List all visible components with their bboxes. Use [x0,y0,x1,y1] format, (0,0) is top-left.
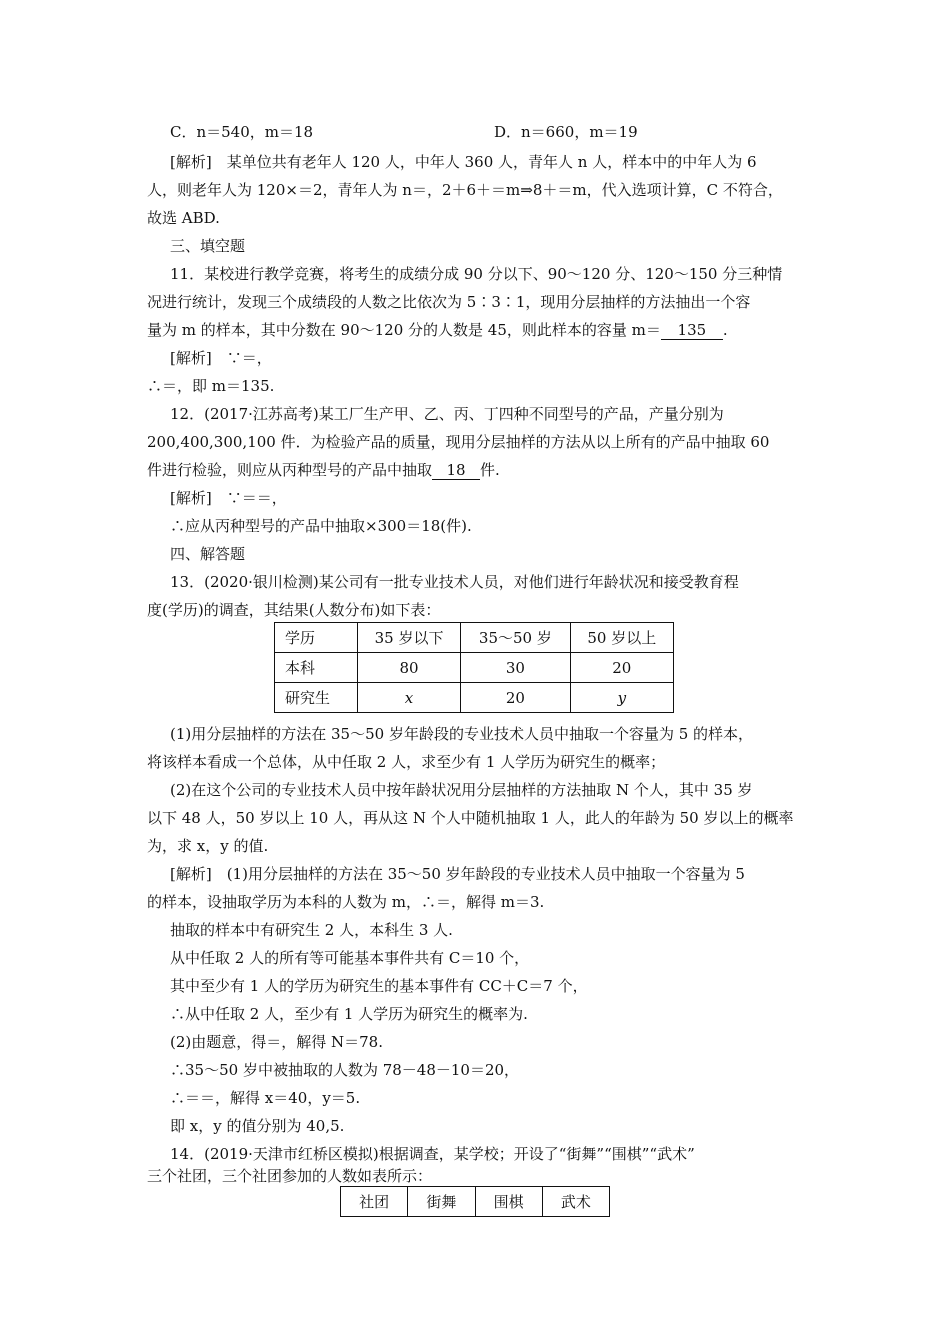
analysis-line: [解析] ∵＝， [170,349,272,367]
analysis-line: [解析] (1)用分层抽样的方法在 35～50 岁年龄段的专业技术人员中抽取一个容量为 5 [170,865,745,883]
text-segment: 量为 m 的样本，其中分数在 90～120 分的人数是 45，则此样本的容量 m＝ [147,321,661,339]
option-d: D．n＝660，m＝19 [494,123,638,141]
text-line: 三个社团，三个社团参加的人数如表所示： [147,1167,433,1185]
question-11: 11．某校进行教学竞赛，将考生的成绩分成 90 分以下、90～120 分、120～150 分三种情 [170,265,783,283]
text-line: 200,400,300,100 件．为检验产品的质量，现用分层抽样的方法从以上所有的产品中抽取 60 [147,433,770,451]
text-line: 抽取的样本中有研究生 2 人，本科生 3 人. [170,921,453,939]
question-12: 12．(2017·江苏高考)某工厂生产甲、乙、丙、丁四种不同型号的产品，产量分别为 [170,405,724,423]
table-row [275,683,674,713]
analysis-line: [解析] 某单位共有老年人 120 人，中年人 360 人，青年人 n 人，样本中的中年人为 6 [170,153,757,171]
table-header-cell: 学历 [275,623,358,653]
table-cell: y [570,683,673,713]
table-header-cell: 35～50 岁 [461,623,570,653]
text-line: 即 x，y 的值分别为 40,5. [170,1117,345,1135]
text-line: ∴从中任取 2 人，至少有 1 人学历为研究生的概率为. [170,1005,528,1023]
table-header-row [341,1187,610,1217]
table-cell: 80 [357,653,460,683]
table-header-row [275,623,674,653]
text-line: (2)由题意，得＝，解得 N＝78. [170,1033,383,1051]
question-13: 13．(2020·银川检测)某公司有一批专业技术人员，对他们进行年龄状况和接受教育程 [170,573,739,591]
sub-question-1: (1)用分层抽样的方法在 35～50 岁年龄段的专业技术人员中抽取一个容量为 5 的样本， [170,725,754,743]
table-header-cell: 50 岁以上 [570,623,673,653]
text-line: ∴应从丙种型号的产品中抽取×300＝18(件). [170,517,472,535]
table-cell: x [357,683,460,713]
text-line: 况进行统计，发现三个成绩段的人数之比依次为 5∶3∶1，现用分层抽样的方法抽出一个容 [147,293,751,311]
club-table [340,1186,610,1217]
text-segment: 件. [480,461,500,479]
section-heading: 三、填空题 [170,237,246,255]
sub-question-2: (2)在这个公司的专业技术人员中按年龄状况用分层抽样的方法抽取 N 个人，其中 35 岁 [170,781,753,799]
section-heading: 四、解答题 [170,545,246,563]
text-line: 人，则老年人为 120×＝2，青年人为 n＝，2＋6＋＝m⇒8＋＝m，代入选项计算，C 不符合， [147,181,783,199]
table-header-cell: 街舞 [408,1187,475,1217]
answer-blank-12: 18 [432,461,480,480]
text-line: 的样本，设抽取学历为本科的人数为 m，∴＝，解得 m＝3. [147,893,545,911]
table-header-cell: 35 岁以下 [357,623,460,653]
analysis-line: [解析] ∵＝＝， [170,489,287,507]
table-header-cell: 武术 [542,1187,609,1217]
text-line [147,460,500,480]
text-line: 故选 ABD. [147,209,220,227]
text-line: ∴＝＝，解得 x＝40，y＝5. [170,1089,361,1107]
table-cell: 20 [570,653,673,683]
text-segment: 件进行检验，则应从丙种型号的产品中抽取 [147,461,433,479]
table-header-cell: 社团 [341,1187,408,1217]
text-line: 将该样本看成一个总体，从中任取 2 人，求至少有 1 人学历为研究生的概率； [147,753,666,771]
education-table [274,622,674,713]
text-line: 为，求 x，y 的值. [147,837,269,855]
text-line: ∴＝，即 m＝135. [147,377,275,395]
text-line: 以下 48 人，50 岁以上 10 人，再从这 N 个人中随机抽取 1 人，此人的年龄为 50 岁以上的概率 [147,809,794,827]
answer-blank-11: 135 [661,321,723,340]
question-14: 14．(2019·天津市红桥区模拟)根据调查，某学校；开设了“街舞”“围棋”“武术” [170,1145,695,1163]
text-line: 其中至少有 1 人的学历为研究生的基本事件有 CC＋C＝7 个， [170,977,588,995]
table-cell: 本科 [275,653,358,683]
table-cell: 20 [461,683,570,713]
table-cell: 研究生 [275,683,358,713]
text-line [147,320,728,340]
text-line: ∴35～50 岁中被抽取的人数为 78－48－10＝20， [170,1061,520,1079]
table-row [275,653,674,683]
text-segment: . [722,321,728,339]
option-c: C．n＝540，m＝18 [170,123,314,141]
text-line: 度(学历)的调查，其结果(人数分布)如下表： [147,601,441,619]
table-cell: 30 [461,653,570,683]
table-header-cell: 围棋 [475,1187,542,1217]
text-line: 从中任取 2 人的所有等可能基本事件共有 C＝10 个， [170,949,530,967]
